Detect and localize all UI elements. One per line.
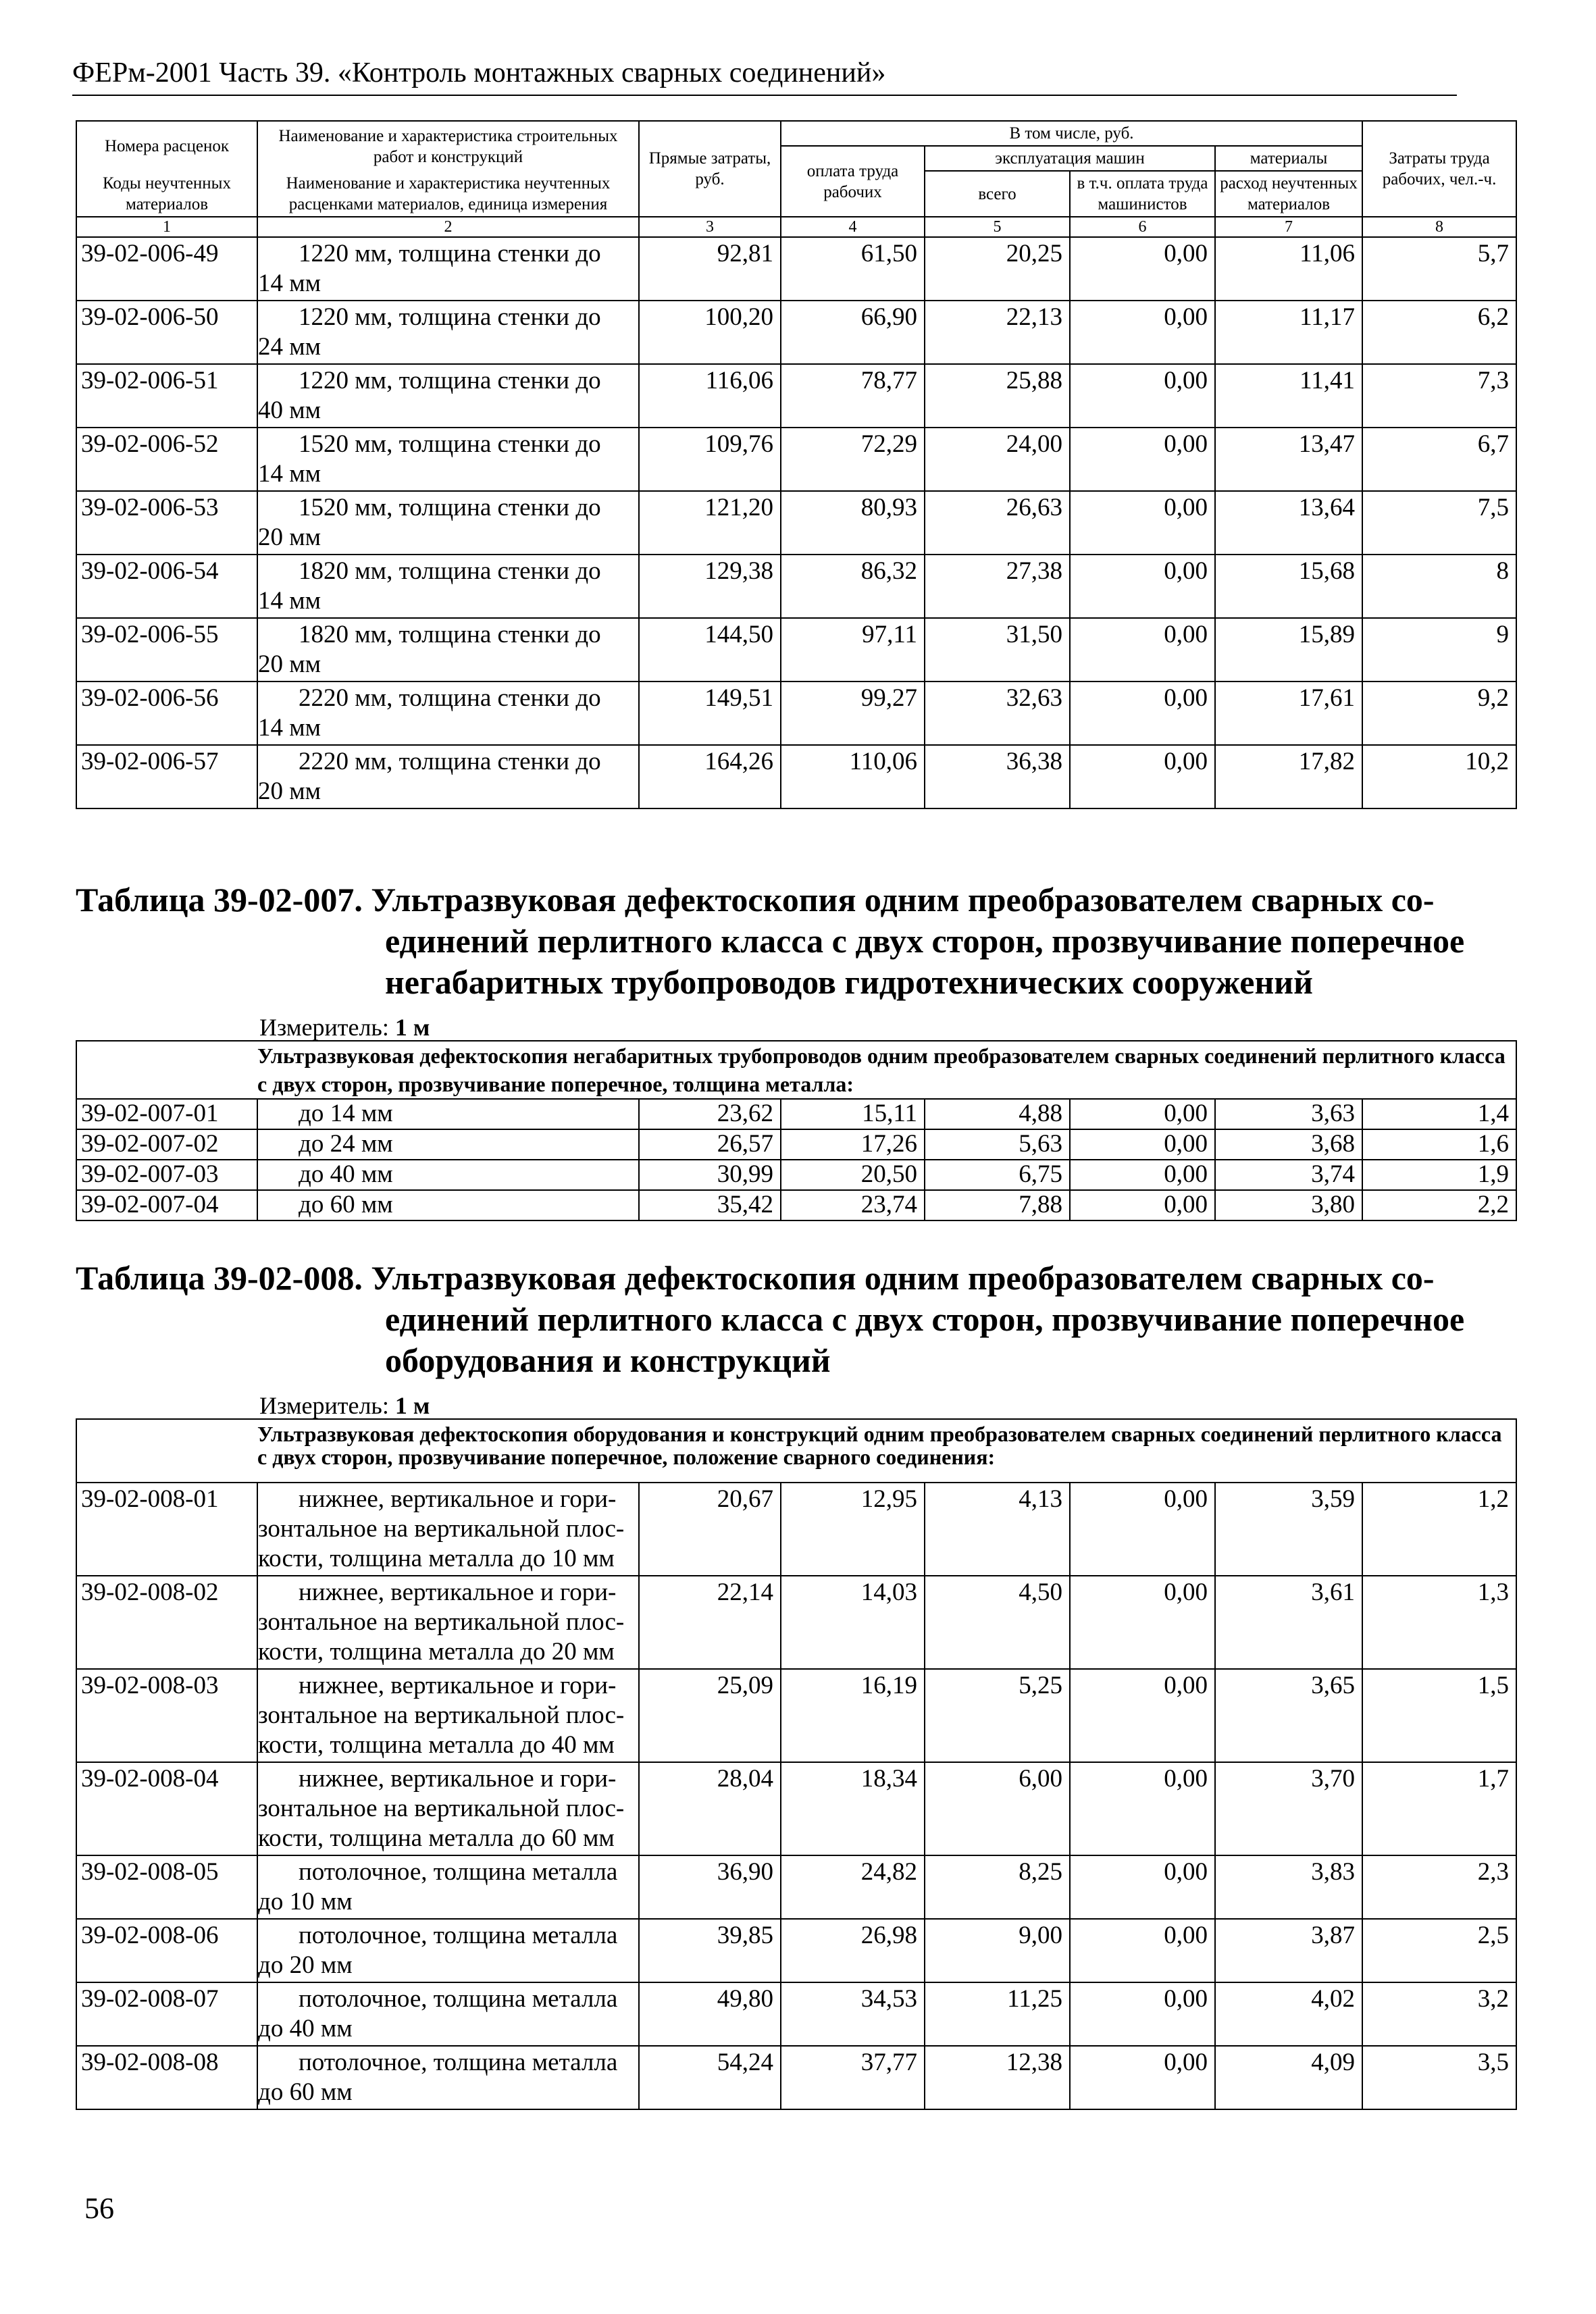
header-material-name: Наименование и характеристика неучтенных расценками материалов, единица измерения: [257, 171, 639, 217]
value-cell: 6,2: [1362, 301, 1516, 364]
value-cell: 4,09: [1215, 2046, 1362, 2109]
value-cell: 0,00: [1070, 1129, 1215, 1160]
work-description: [257, 555, 639, 618]
value-cell: 80,93: [781, 491, 925, 555]
value-cell: 0,00: [1070, 237, 1215, 301]
description-line: до 10 мм: [258, 1888, 353, 1916]
value-cell: 17,82: [1215, 745, 1362, 808]
value-cell: 0,00: [1070, 2046, 1215, 2109]
header-including: В том числе, руб.: [781, 121, 1362, 146]
value-cell: 0,00: [1070, 555, 1215, 618]
description-line: 40 мм: [258, 396, 321, 424]
value-cell: 2,2: [1362, 1190, 1516, 1220]
rate-code: 39-02-006-56: [76, 682, 257, 745]
value-cell: 31,50: [925, 618, 1070, 682]
work-description: до 40 мм: [257, 1160, 639, 1190]
value-cell: 10,2: [1362, 745, 1516, 808]
value-cell: 0,00: [1070, 301, 1215, 364]
value-cell: 0,00: [1070, 364, 1215, 428]
value-cell: 22,14: [639, 1576, 781, 1669]
value-cell: 15,89: [1215, 618, 1362, 682]
value-cell: 7,5: [1362, 491, 1516, 555]
value-cell: 1,7: [1362, 1762, 1516, 1855]
rate-code: 39-02-006-54: [76, 555, 257, 618]
value-cell: 3,74: [1215, 1160, 1362, 1190]
value-cell: 11,06: [1215, 237, 1362, 301]
value-cell: 5,63: [925, 1129, 1070, 1160]
measure-unit-39-02-008: Измеритель: 1 м: [259, 1392, 430, 1419]
value-cell: 15,68: [1215, 555, 1362, 618]
rate-code: 39-02-006-55: [76, 618, 257, 682]
value-cell: 86,32: [781, 555, 925, 618]
table-row: [76, 1762, 1516, 1855]
description-line: 1220 мм, толщина стенки до: [299, 367, 601, 394]
value-cell: 39,85: [639, 1919, 781, 1982]
table-row: [76, 1099, 1516, 1129]
value-cell: 13,64: [1215, 491, 1362, 555]
value-cell: 116,06: [639, 364, 781, 428]
value-cell: 99,27: [781, 682, 925, 745]
value-cell: 17,61: [1215, 682, 1362, 745]
value-cell: 97,11: [781, 618, 925, 682]
value-cell: 8: [1362, 555, 1516, 618]
header-materials: материалы: [1215, 146, 1362, 171]
value-cell: 25,88: [925, 364, 1070, 428]
table-row: [76, 1160, 1516, 1190]
description-line: 1220 мм, толщина стенки до: [299, 240, 601, 267]
value-cell: 3,2: [1362, 1982, 1516, 2046]
running-title: ФЕРм-2001 Часть 39. «Контроль монтажных сварных соединений»: [72, 55, 1457, 96]
value-cell: 3,68: [1215, 1129, 1362, 1160]
value-cell: 26,57: [639, 1129, 781, 1160]
value-cell: 3,59: [1215, 1483, 1362, 1576]
description-line: 1820 мм, толщина стенки до: [299, 621, 601, 648]
column-number: 4: [781, 217, 925, 237]
value-cell: 0,00: [1070, 1483, 1215, 1576]
value-cell: 1,9: [1362, 1160, 1516, 1190]
value-cell: 1,5: [1362, 1669, 1516, 1762]
value-cell: 36,38: [925, 745, 1070, 808]
value-cell: 0,00: [1070, 1669, 1215, 1762]
value-cell: 37,77: [781, 2046, 925, 2109]
value-cell: 9: [1362, 618, 1516, 682]
description-line: до 40 мм: [258, 2015, 353, 2042]
header-material-codes: Коды неучтенных материалов: [76, 171, 257, 217]
description-line: 1520 мм, толщина стенки до: [299, 430, 601, 458]
work-description: [257, 745, 639, 808]
description-line: 14 мм: [258, 587, 321, 615]
value-cell: 129,38: [639, 555, 781, 618]
table-row: [76, 618, 1516, 682]
value-cell: 0,00: [1070, 1982, 1215, 2046]
value-cell: 34,53: [781, 1982, 925, 2046]
value-cell: 109,76: [639, 428, 781, 491]
description-line: 20 мм: [258, 777, 321, 805]
value-cell: 121,20: [639, 491, 781, 555]
rate-code: 39-02-008-06: [76, 1919, 257, 1982]
value-cell: 30,99: [639, 1160, 781, 1190]
column-number: 6: [1070, 217, 1215, 237]
rate-code: 39-02-006-53: [76, 491, 257, 555]
value-cell: 72,29: [781, 428, 925, 491]
value-cell: 0,00: [1070, 1099, 1215, 1129]
value-cell: 20,67: [639, 1483, 781, 1576]
value-cell: 11,41: [1215, 364, 1362, 428]
work-description: [257, 237, 639, 301]
value-cell: 49,80: [639, 1982, 781, 2046]
rate-code: 39-02-006-57: [76, 745, 257, 808]
rate-code: 39-02-007-02: [76, 1129, 257, 1160]
header-worker-pay: оплата труда рабочих: [781, 146, 925, 217]
table-row: [76, 682, 1516, 745]
description-line: потолочное, толщина металла: [299, 1858, 618, 1886]
value-cell: 12,38: [925, 2046, 1070, 2109]
table-row: [76, 1919, 1516, 1982]
description-line: 1220 мм, толщина стенки до: [299, 303, 601, 331]
value-cell: 2,3: [1362, 1855, 1516, 1919]
rate-code: 39-02-008-04: [76, 1762, 257, 1855]
value-cell: 54,24: [639, 2046, 781, 2109]
rate-code: 39-02-007-04: [76, 1190, 257, 1220]
column-number: 1: [76, 217, 257, 237]
value-cell: 7,3: [1362, 364, 1516, 428]
value-cell: 16,19: [781, 1669, 925, 1762]
value-cell: 4,50: [925, 1576, 1070, 1669]
value-cell: 0,00: [1070, 491, 1215, 555]
table-row: [76, 428, 1516, 491]
value-cell: 3,70: [1215, 1762, 1362, 1855]
description-line: 2220 мм, толщина стенки до: [299, 684, 601, 712]
value-cell: 26,63: [925, 491, 1070, 555]
value-cell: 0,00: [1070, 1160, 1215, 1190]
value-cell: 149,51: [639, 682, 781, 745]
description-line: 1520 мм, толщина стенки до: [299, 494, 601, 521]
description-line: 20 мм: [258, 523, 321, 551]
work-description: [257, 2046, 639, 2109]
rate-code: 39-02-006-52: [76, 428, 257, 491]
header-machinist-pay: в т.ч. оплата труда машинистов: [1070, 171, 1215, 217]
value-cell: 6,7: [1362, 428, 1516, 491]
value-cell: 0,00: [1070, 682, 1215, 745]
value-cell: 3,61: [1215, 1576, 1362, 1669]
table-row: [76, 555, 1516, 618]
rates-table-39-02-008: [76, 1418, 1516, 2110]
value-cell: 4,02: [1215, 1982, 1362, 2046]
value-cell: 9,00: [925, 1919, 1070, 1982]
header-machines-total: всего: [925, 171, 1070, 217]
header-labor-costs: Затраты труда рабочих, чел.-ч.: [1362, 121, 1516, 217]
value-cell: 0,00: [1070, 1762, 1215, 1855]
value-cell: 11,17: [1215, 301, 1362, 364]
page-number: 56: [84, 2192, 114, 2225]
column-number: 5: [925, 217, 1070, 237]
value-cell: 14,03: [781, 1576, 925, 1669]
value-cell: 0,00: [1070, 1855, 1215, 1919]
value-cell: 9,2: [1362, 682, 1516, 745]
column-number: 2: [257, 217, 639, 237]
rate-code: 39-02-006-50: [76, 301, 257, 364]
value-cell: 1,4: [1362, 1099, 1516, 1129]
work-description: [257, 1762, 639, 1855]
value-cell: 0,00: [1070, 428, 1215, 491]
description-line: 20 мм: [258, 650, 321, 678]
value-cell: 1,2: [1362, 1483, 1516, 1576]
work-description: [257, 1483, 639, 1576]
description-line: зонтальное на вертикальной плос-: [258, 1795, 625, 1822]
value-cell: 0,00: [1070, 745, 1215, 808]
value-cell: 20,50: [781, 1160, 925, 1190]
value-cell: 18,34: [781, 1762, 925, 1855]
description-line: 24 мм: [258, 333, 321, 361]
header-rate-numbers: Номера расценок: [76, 121, 257, 171]
measure-unit-39-02-007: Измеритель: 1 м: [259, 1014, 430, 1041]
description-line: 1820 мм, толщина стенки до: [299, 557, 601, 585]
value-cell: 1,6: [1362, 1129, 1516, 1160]
value-cell: 3,65: [1215, 1669, 1362, 1762]
value-cell: 110,06: [781, 745, 925, 808]
work-description: [257, 682, 639, 745]
table-row: [76, 491, 1516, 555]
work-description: [257, 301, 639, 364]
value-cell: 5,7: [1362, 237, 1516, 301]
rates-table-39-02-007: [76, 1040, 1516, 1221]
value-cell: 2,5: [1362, 1919, 1516, 1982]
rate-code: 39-02-008-05: [76, 1855, 257, 1919]
table-row: [76, 1982, 1516, 2046]
description-line: кости, толщина металла до 20 мм: [258, 1638, 615, 1666]
rate-code: 39-02-008-02: [76, 1576, 257, 1669]
description-line: зонтальное на вертикальной плос-: [258, 1515, 625, 1543]
work-description: [257, 428, 639, 491]
value-cell: 0,00: [1070, 1190, 1215, 1220]
value-cell: 13,47: [1215, 428, 1362, 491]
value-cell: 5,25: [925, 1669, 1070, 1762]
work-description: [257, 1982, 639, 2046]
value-cell: 6,75: [925, 1160, 1070, 1190]
work-description: [257, 1919, 639, 1982]
description-line: потолочное, толщина металла: [299, 2049, 618, 2076]
value-cell: 35,42: [639, 1190, 781, 1220]
description-line: зонтальное на вертикальной плос-: [258, 1701, 625, 1729]
value-cell: 6,00: [925, 1762, 1070, 1855]
description-line: нижнее, вертикальное и гори-: [299, 1485, 617, 1513]
value-cell: 25,09: [639, 1669, 781, 1762]
value-cell: 92,81: [639, 237, 781, 301]
value-cell: 24,00: [925, 428, 1070, 491]
value-cell: 3,83: [1215, 1855, 1362, 1919]
work-description: [257, 1669, 639, 1762]
value-cell: 7,88: [925, 1190, 1070, 1220]
section-description: Ультразвуковая дефектоскопия негабаритных трубопроводов одним преобразователем сварных соединений перлитного класса с двух сторон, прозвучивание поперечное, толщина металла:: [257, 1041, 1516, 1099]
value-cell: 3,63: [1215, 1099, 1362, 1129]
table-row: [76, 1483, 1516, 1576]
value-cell: 1,3: [1362, 1576, 1516, 1669]
value-cell: 11,25: [925, 1982, 1070, 2046]
work-description: до 24 мм: [257, 1129, 639, 1160]
value-cell: 3,80: [1215, 1190, 1362, 1220]
value-cell: 20,25: [925, 237, 1070, 301]
table-row: [76, 1855, 1516, 1919]
table-row: [76, 301, 1516, 364]
value-cell: 36,90: [639, 1855, 781, 1919]
description-line: 14 мм: [258, 269, 321, 297]
value-cell: 28,04: [639, 1762, 781, 1855]
work-description: [257, 1855, 639, 1919]
header-machine-operation: эксплуатация машин: [925, 146, 1215, 171]
table-title-39-02-007: Таблица 39-02-007. Ультразвуковая дефектоскопия одним преобразователем сварных со- единений перлитного класса с двух сторон, прозвучивание поперечное негабаритных трубопроводов гидротехнических сооружений: [76, 881, 1465, 1001]
value-cell: 78,77: [781, 364, 925, 428]
rate-code: 39-02-008-03: [76, 1669, 257, 1762]
table-row: [76, 745, 1516, 808]
table-row: [76, 1190, 1516, 1220]
table-row: [76, 364, 1516, 428]
description-line: потолочное, толщина металла: [299, 1985, 618, 2013]
value-cell: 144,50: [639, 618, 781, 682]
table-row: [76, 1576, 1516, 1669]
value-cell: 3,5: [1362, 2046, 1516, 2109]
value-cell: 27,38: [925, 555, 1070, 618]
rate-code: 39-02-006-51: [76, 364, 257, 428]
value-cell: 12,95: [781, 1483, 925, 1576]
work-description: [257, 618, 639, 682]
rate-code: 39-02-007-01: [76, 1099, 257, 1129]
description-line: кости, толщина металла до 40 мм: [258, 1731, 615, 1759]
value-cell: 32,63: [925, 682, 1070, 745]
description-line: до 20 мм: [258, 1951, 353, 1979]
table-title-39-02-008: Таблица 39-02-008. Ультразвуковая дефектоскопия одним преобразователем сварных со- единений перлитного класса с двух сторон, прозвучивание поперечное оборудования и конструкций: [76, 1259, 1465, 1379]
value-cell: 8,25: [925, 1855, 1070, 1919]
work-description: до 60 мм: [257, 1190, 639, 1220]
column-number: 7: [1215, 217, 1362, 237]
column-number: 8: [1362, 217, 1516, 237]
work-description: [257, 1576, 639, 1669]
value-cell: 4,13: [925, 1483, 1070, 1576]
table-row: [76, 237, 1516, 301]
column-number: 3: [639, 217, 781, 237]
value-cell: 4,88: [925, 1099, 1070, 1129]
value-cell: 0,00: [1070, 1919, 1215, 1982]
value-cell: 164,26: [639, 745, 781, 808]
header-work-name: Наименование и характеристика строительных работ и конструкций: [257, 121, 639, 171]
rate-code: 39-02-008-08: [76, 2046, 257, 2109]
table-row: [76, 1129, 1516, 1160]
description-line: 14 мм: [258, 460, 321, 488]
description-line: нижнее, вертикальное и гори-: [299, 1578, 617, 1606]
description-line: 2220 мм, толщина стенки до: [299, 748, 601, 775]
description-line: зонтальное на вертикальной плос-: [258, 1608, 625, 1636]
rates-table-39-02-006: [76, 120, 1516, 809]
value-cell: 3,87: [1215, 1919, 1362, 1982]
section-description: Ультразвуковая дефектоскопия оборудования и конструкций одним преобразователем сварных соединений перлитного класса с двух сторон, прозвучивание поперечное, положение сварного соединения:: [257, 1419, 1516, 1483]
value-cell: 0,00: [1070, 1576, 1215, 1669]
value-cell: 66,90: [781, 301, 925, 364]
value-cell: 15,11: [781, 1099, 925, 1129]
value-cell: 22,13: [925, 301, 1070, 364]
work-description: [257, 491, 639, 555]
description-line: кости, толщина металла до 10 мм: [258, 1545, 615, 1572]
work-description: [257, 364, 639, 428]
description-line: потолочное, толщина металла: [299, 1922, 618, 1949]
description-line: нижнее, вертикальное и гори-: [299, 1672, 617, 1699]
description-line: нижнее, вертикальное и гори-: [299, 1765, 617, 1793]
value-cell: 23,74: [781, 1190, 925, 1220]
value-cell: 0,00: [1070, 618, 1215, 682]
rate-code: 39-02-006-49: [76, 237, 257, 301]
rate-code: 39-02-008-01: [76, 1483, 257, 1576]
value-cell: 26,98: [781, 1919, 925, 1982]
value-cell: 24,82: [781, 1855, 925, 1919]
table-row: [76, 2046, 1516, 2109]
value-cell: 61,50: [781, 237, 925, 301]
value-cell: 17,26: [781, 1129, 925, 1160]
header-direct-costs: Прямые затраты, руб.: [639, 121, 781, 217]
description-line: 14 мм: [258, 714, 321, 742]
value-cell: 23,62: [639, 1099, 781, 1129]
description-line: кости, толщина металла до 60 мм: [258, 1824, 615, 1852]
description-line: до 60 мм: [258, 2078, 353, 2106]
table-row: [76, 1669, 1516, 1762]
value-cell: 100,20: [639, 301, 781, 364]
header-material-consumption: расход неучтенных материалов: [1215, 171, 1362, 217]
rate-code: 39-02-008-07: [76, 1982, 257, 2046]
rate-code: 39-02-007-03: [76, 1160, 257, 1190]
work-description: до 14 мм: [257, 1099, 639, 1129]
